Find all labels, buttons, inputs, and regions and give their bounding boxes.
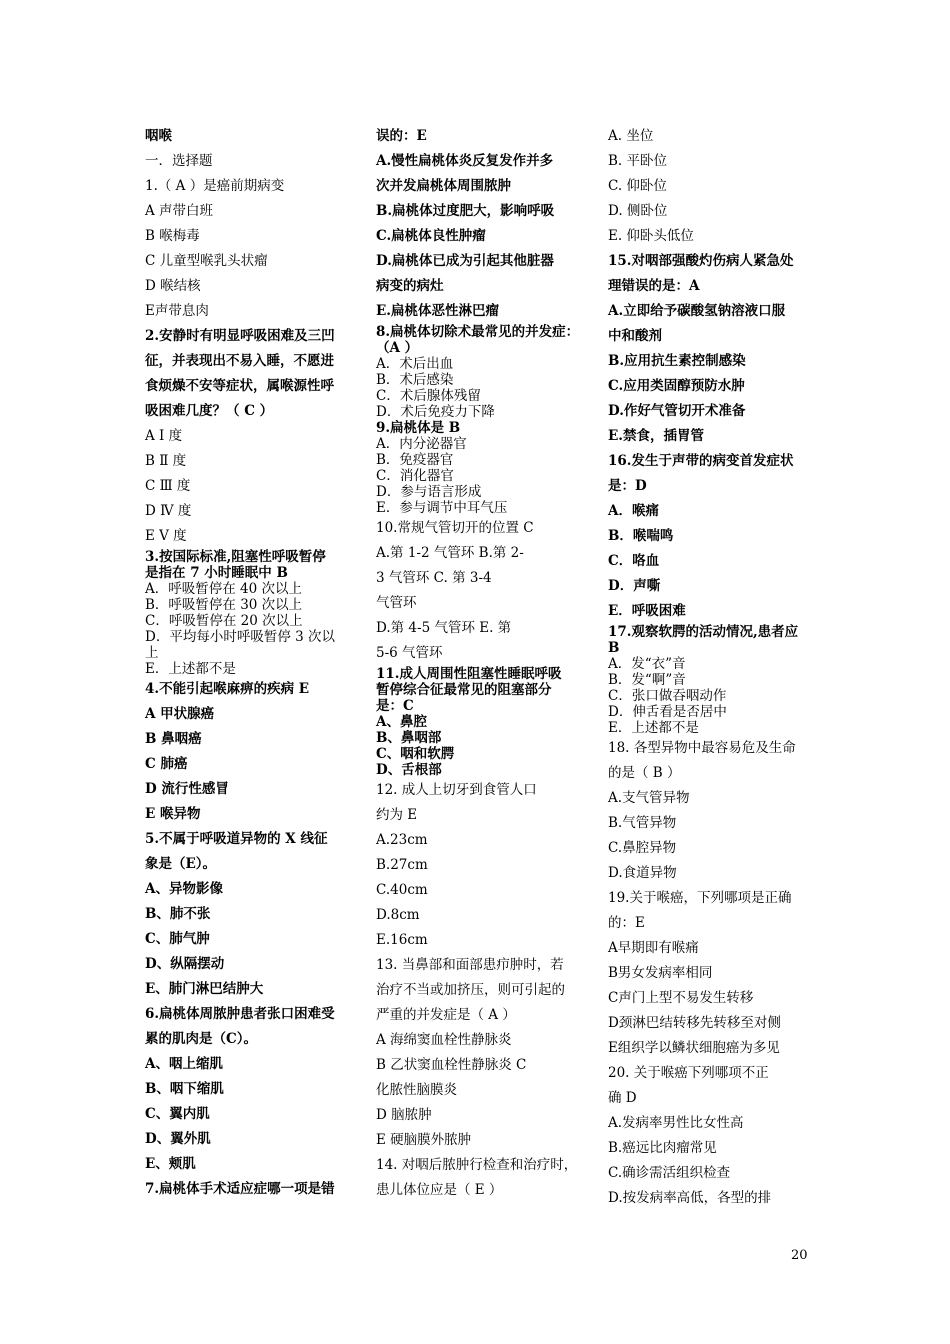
text-line: 病变的病灶 [376,278,444,294]
text-line: 5.不属于呼吸道异物的 X 线征 [145,831,328,847]
text-line: B 喉梅毒 [145,228,200,244]
text-line: C.40cm [376,882,428,898]
text-line: C、翼内肌 [145,1106,210,1122]
text-line: 理错误的是：A [608,278,700,294]
text-line: 11.成人周围性阻塞性睡眠呼吸 [376,666,562,682]
text-line: A 甲状腺癌 [145,706,215,722]
text-line: B．喉喘鸣 [608,528,674,544]
text-line: 3 气管环 C. 第 3-4 [376,570,492,586]
text-line: B 乙状窦血栓性静脉炎 C [376,1057,527,1073]
text-line: C．呼吸暂停在 20 次以上 [145,613,303,629]
text-line: B 鼻咽癌 [145,731,202,747]
text-line: E 硬脑膜外脓肿 [376,1132,472,1148]
text-line: 一．选择题 [145,153,213,169]
text-line: B.癌远比肉瘤常见 [608,1140,717,1156]
text-line: 4.不能引起喉麻痹的疾病 E [145,681,310,697]
text-line: A、咽上缩肌 [145,1056,223,1072]
text-line: D．平均每小时呼吸暂停 3 次以 [145,629,335,645]
text-line: 确 D [608,1090,637,1106]
text-line: 治疗不当或加挤压，则可引起的 [376,982,565,998]
text-line: B. 平卧位 [608,153,668,169]
text-line: E、颊肌 [145,1156,196,1172]
text-line: E 喉异物 [145,806,201,822]
text-line: D Ⅳ 度 [145,503,192,519]
text-line: B、鼻咽部 [376,730,442,746]
page-number: 20 [791,1248,808,1263]
text-line: 中和酸剂 [608,328,662,344]
text-line: E声带息肉 [145,303,209,319]
text-line: 征，并表现出不易入睡，不愿进 [145,353,334,369]
text-line: C. 仰卧位 [608,178,667,194]
text-line: D. 侧卧位 [608,203,668,219]
text-line: 2.安静时有明显呼吸困难及三凹 [145,328,335,344]
text-column-middle [376,124,588,1203]
text-line: 次并发扁桃体周围脓肿 [376,178,511,194]
text-line: D.第 4-5 气管环 E. 第 [376,620,512,636]
text-line: 咽喉 [145,128,172,144]
text-line: B.扁桃体过度肥大，影响呼吸 [376,203,555,219]
text-line: D．伸舌看是否居中 [608,704,727,720]
text-line: 17.观察软腭的活动情况,患者应 [608,624,799,640]
text-line: 10.常规气管切开的位置 C [376,520,534,536]
text-line: 食烦燥不安等症状，属喉源性呼 [145,378,334,394]
text-line: A.支气管异物 [608,790,690,806]
text-line: C．消化器官 [376,468,454,484]
text-line: D.作好气管切开术准备 [608,403,746,419]
text-column-right [608,124,820,1211]
text-line: B [608,640,620,656]
text-line: A早期即有喉痛 [608,940,699,956]
text-line: C、咽和软腭 [376,746,455,762]
text-line: 吸困难几度？（ C ） [145,403,274,419]
text-line: D.扁桃体已成为引起其他脏器 [376,253,554,269]
text-line: C．咯血 [608,553,660,569]
text-line: C 儿童型喉乳头状瘤 [145,253,268,269]
text-line: D．参与语言形成 [376,484,482,500]
text-line: A、鼻腔 [376,714,427,730]
text-line: 上 [145,645,159,661]
text-line: A.发病率男性比女性高 [608,1115,744,1131]
text-line: 16.发生于声带的病变首发症状 [608,453,794,469]
text-line: C声门上型不易发生转移 [608,990,754,1006]
text-line: B.应用抗生素控制感染 [608,353,746,369]
text-line: A．呼吸暂停在 40 次以上 [145,581,303,597]
text-line: 6.扁桃体周脓肿患者张口困难受 [145,1006,335,1022]
text-line: D.按发病率高低，各型的排 [608,1190,772,1206]
text-line: A．喉痛 [608,503,659,519]
text-line: D.食道异物 [608,865,677,881]
text-line: E.禁食，插胃管 [608,428,704,444]
text-line: D、舌根部 [376,762,442,778]
text-line: A 海绵窦血栓性静脉炎 [376,1032,512,1048]
text-line: 20. 关于喉癌下列哪项不正 [608,1065,769,1081]
text-line: D.8cm [376,907,420,923]
text-line: C、肺气肿 [145,931,210,947]
text-line: 15.对咽部强酸灼伤病人紧急处 [608,253,794,269]
text-line: B、肺不张 [145,906,211,922]
text-line: D．声嘶 [608,578,661,594]
text-line: C.应用类固醇预防水肿 [608,378,745,394]
text-line: B．发“啊”音 [608,672,686,688]
text-column-left [145,124,357,1202]
text-line: C.扁桃体良性肿瘤 [376,228,486,244]
text-line: A．发“衣”音 [608,656,686,672]
text-line: 1.（ A ）是癌前期病变 [145,178,285,194]
text-line: 累的肌肉是（C）。 [145,1031,257,1047]
text-line: 的是（ B ） [608,765,681,781]
text-line: 18. 各型异物中最容易危及生命 [608,740,796,756]
text-line: B.27cm [376,857,428,873]
text-line: 患儿体位应是（ E ） [376,1182,503,1198]
text-line: 是：C [376,698,414,714]
text-line: D 脑脓肿 [376,1107,432,1123]
text-line: 19.关于喉癌，下列哪项是正确 [608,890,792,906]
text-line: C Ⅲ 度 [145,478,191,494]
text-line: 是指在 7 小时睡眠中 B [145,565,288,581]
text-line: C 肺癌 [145,756,188,772]
text-line: A.第 1-2 气管环 B.第 2- [376,545,524,561]
text-line: 气管环 [376,595,417,611]
text-line: C.确诊需活组织检查 [608,1165,731,1181]
text-line: A Ⅰ 度 [145,428,183,444]
text-line: 化脓性脑膜炎 [376,1082,457,1098]
text-line: A. 坐位 [608,128,654,144]
text-line: 9.扁桃体是 B [376,420,461,436]
text-line: 的：E [608,915,645,931]
text-line: 约为 E [376,807,418,823]
text-line: C.鼻腔异物 [608,840,677,856]
text-line: B男女发病率相同 [608,965,713,981]
text-line: 象是（E）。 [145,856,217,872]
text-line: A.23cm [376,832,428,848]
text-line: 误的：E [376,128,427,144]
text-line: A 声带白班 [145,203,214,219]
text-line: 5-6 气管环 [376,645,443,661]
text-line: E组织学以鳞状细胞癌为多见 [608,1040,780,1056]
text-line: 暂停综合征最常见的阻塞部分 [376,682,552,698]
text-line: D 流行性感冒 [145,781,229,797]
text-line: 7.扁桃体手术适应症哪一项是错 [145,1181,335,1197]
text-line: A.慢性扁桃体炎反复发作并多 [376,153,554,169]
text-line: A．术后出血 [376,356,454,372]
text-line: D 喉结核 [145,278,201,294]
text-line: D、翼外肌 [145,1131,211,1147]
text-line: 是：D [608,478,647,494]
text-line: E．呼吸困难 [608,603,686,619]
text-line: E．上述都不是 [145,661,236,677]
text-line: D、纵隔摆动 [145,956,225,972]
text-line: A．内分泌器官 [376,436,467,452]
text-line: B．免疫器官 [376,452,454,468]
text-line: A.立即给予碳酸氢钠溶液口服 [608,303,786,319]
text-line: 严重的并发症是（ A ） [376,1007,516,1023]
text-line: D．术后免疫力下降 [376,404,495,420]
text-line: C．张口做吞咽动作 [608,688,727,704]
text-line: C．术后腺体残留 [376,388,481,404]
text-line: （A ） [376,340,419,356]
text-line: 8.扁桃体切除术最常见的并发症： [376,324,580,340]
text-line: A、异物影像 [145,881,223,897]
text-line: 14. 对咽后脓肿行检查和治疗时， [376,1157,578,1173]
text-line: B、咽下缩肌 [145,1081,224,1097]
text-line: E．上述都不是 [608,720,699,736]
text-line: B．术后感染 [376,372,454,388]
text-line: 3.按国际标准,阻塞性呼吸暂停 [145,549,326,565]
text-line: E. 仰卧头低位 [608,228,694,244]
text-line: E、肺门淋巴结肿大 [145,981,264,997]
text-line: B.气管异物 [608,815,677,831]
text-line: E.扁桃体恶性淋巴瘤 [376,303,499,319]
text-line: E．参与调节中耳气压 [376,500,508,516]
text-line: E Ⅴ 度 [145,528,187,544]
text-line: B．呼吸暂停在 30 次以上 [145,597,303,613]
text-line: B Ⅱ 度 [145,453,187,469]
text-line: E.16cm [376,932,428,948]
text-line: D颈淋巴结转移先转移至对侧 [608,1015,781,1031]
text-line: 12. 成人上切牙到食管人口 [376,782,537,798]
text-line: 13. 当鼻部和面部患疖肿时，若 [376,957,564,973]
